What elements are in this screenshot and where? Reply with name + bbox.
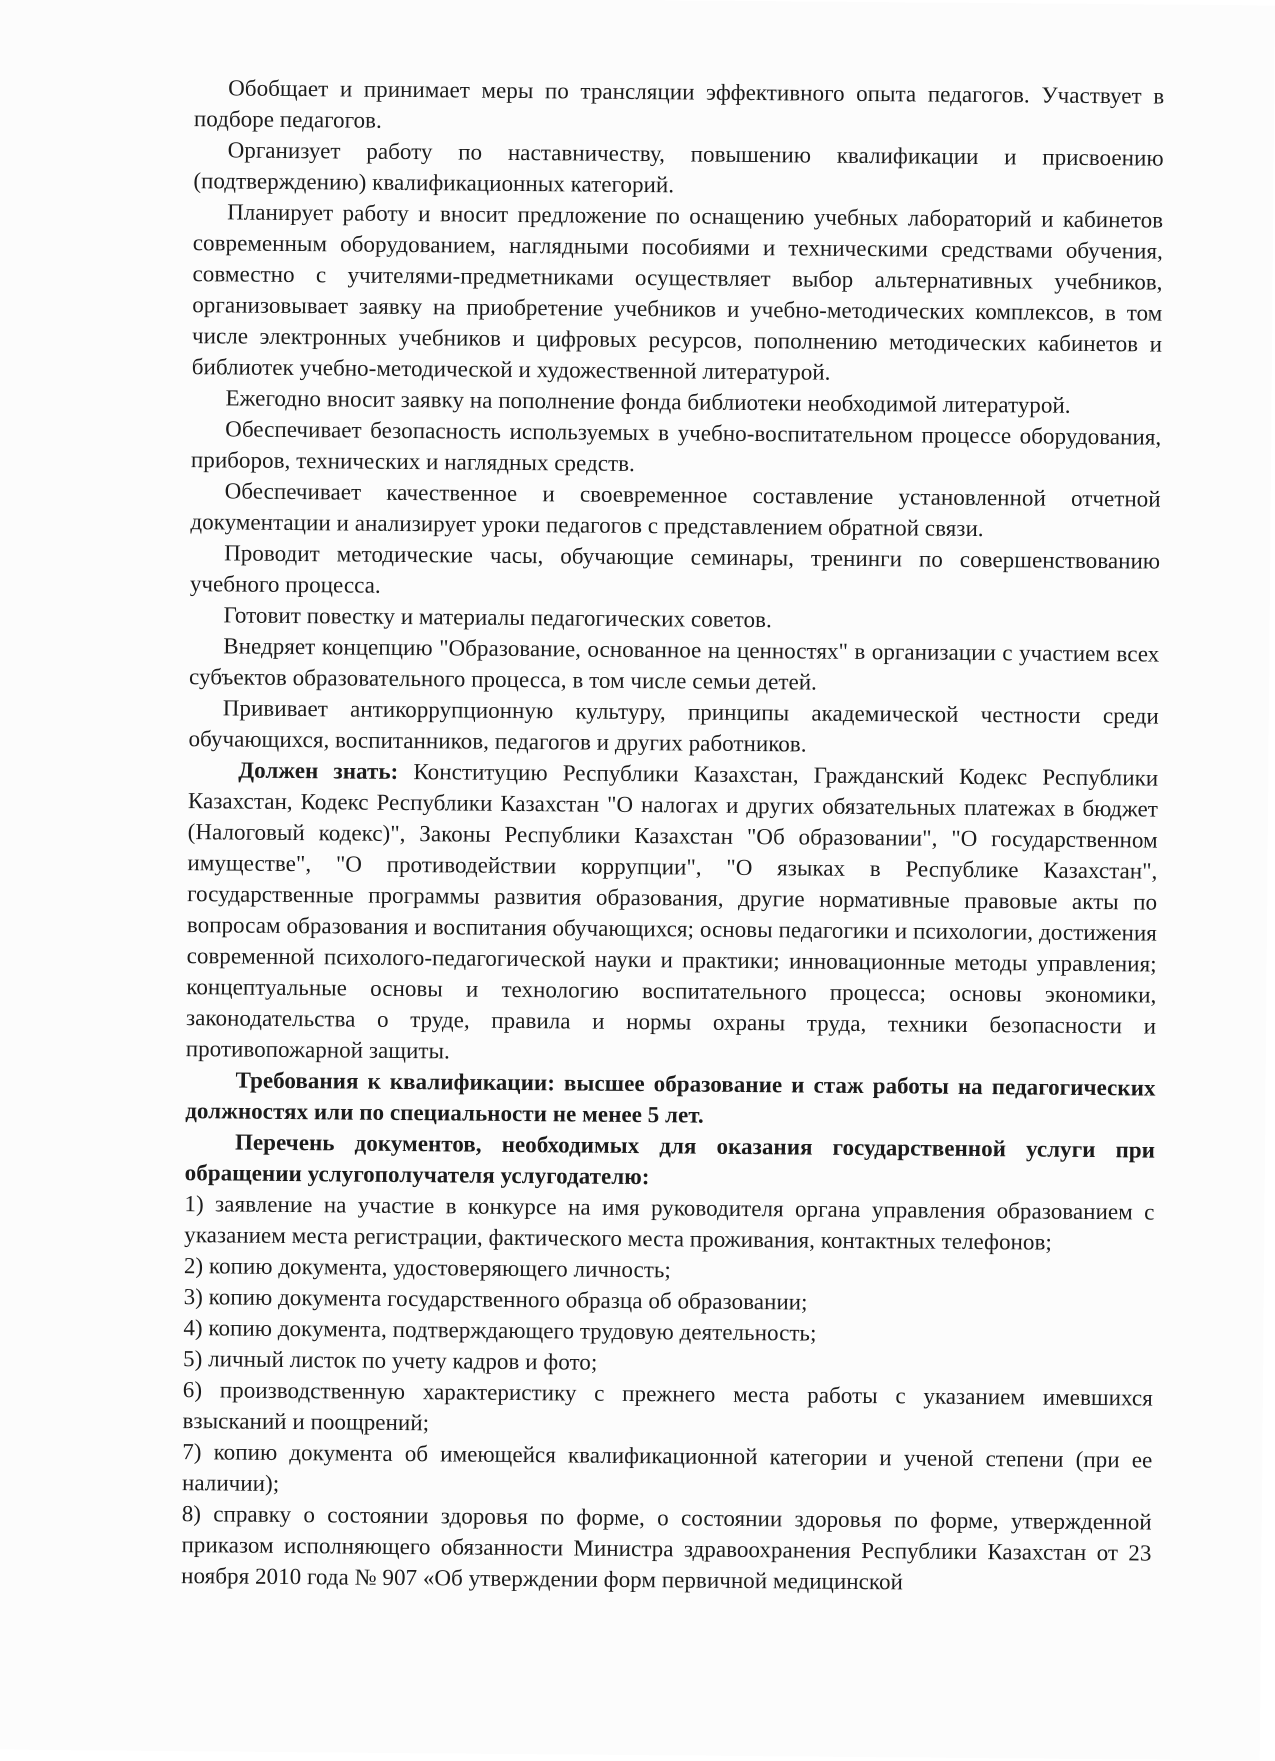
paragraph-experience: Обобщает и принимает меры по трансляции эффективного опыта педагогов. Участвует в подборе педагогов.	[193, 75, 1165, 133]
paragraph-seminars: Проводит методические часы, обучающие семинары, тренинги по совершенствованию учебного процесса.	[189, 540, 1161, 598]
knowledge-section	[186, 754, 1159, 1072]
paragraph-equipment: Планирует работу и вносит предложение по оснащению учебных лабораторий и кабинетов современным оборудованием, наглядными пособиями и техническими средствами обучения, совместно с учителями-предметниками осуществляет выбор альтернативных учебников, организовывает заявку на приобретение учебников и учебно-методических комплексов, в том числе электронных учебников и цифровых ресурсов, пополнению методических кабинетов и библиотек учебно-методической и художественной литературой.	[191, 199, 1164, 385]
paragraph-councils: Готовит повестку и материалы педагогических советов.	[223, 602, 772, 633]
document-item-3: 3) копию документа государственного образца об образовании;	[183, 1284, 808, 1315]
document-item-6: 6) производственную характеристику с прежнего места работы с указанием имевшихся взысканий и поощрений;	[182, 1377, 1153, 1436]
document-item-8: 8) справку о состоянии здоровья по форме, о состоянии здоровья по форме, утвержденной приказом исполняющего обязанности Министра здравоохранения Республики Казахстан от 23 ноября 2010 года № 907 «Об утверждении форм первичной медицинской	[181, 1501, 1152, 1595]
documents-heading: Перечень документов, необходимых для оказания государственной услуги при обращении услугополучателя услугодателю:	[184, 1129, 1156, 1190]
document-item-7: 7) копию документа об имеющейся квалификационной категории и ученой степени (при ее наличии);	[181, 1439, 1153, 1496]
paragraph-reporting: Обеспечивает качественное и своевременное составление установленной отчетной документации и анализирует уроки педагогов с представлением обратной связи.	[190, 478, 1161, 542]
paragraph-values-concept: Внедряет концепцию "Образование, основанное на ценностях" в организации с участием всех субъектов образовательного процесса, в том числе семьи детей.	[188, 633, 1160, 695]
paragraph-anticorruption: Прививает антикоррупционную культуру, принципы академической честности среди обучающихся, воспитанников, педагогов и других работников.	[188, 695, 1159, 757]
qualification-requirements: Требования к квалификации: высшее образование и стаж работы на педагогических должностях или по специальности не менее 5 лет.	[185, 1067, 1156, 1128]
document-item-1: 1) заявление на участие в конкурсе на имя руководителя органа управления образованием с указанием места регистрации, фактического места проживания, контактных телефонов;	[184, 1191, 1155, 1255]
paragraph-mentoring: Организует работу по наставничеству, повышению квалификации и присвоению (подтверждению) квалификационных категорий.	[193, 137, 1164, 198]
knowledge-label: Должен знать:	[238, 757, 399, 784]
document-item-2: 2) копию документа, удостоверяющего личность;	[183, 1253, 671, 1283]
paragraph-library: Ежегодно вносит заявку на пополнение фонда библиотеки необходимой литературой.	[225, 385, 1071, 418]
knowledge-text: Конституцию Республики Казахстан, Гражданский Кодекс Республики Казахстан, Кодекс Республики Казахстан "О налогах и других обязательных платежах в бюджет (Налоговый кодекс)", Законы Республики Казахстан "Об образовании", "О государственном имуществе", "О противодействии коррупции", "О языках в Республике Казахстан", государственные программы развития образования, другие нормативные правовые акты по вопросам образования и воспитания обучающихся; основы педагогики и психологии, достижения современной психолого-педагогической науки и практики; инновационные методы управления; концептуальные основы и технологию воспитательного процесса; основы экономики, законодательства о труде, правила и нормы охраны труда, техники безопасности и противопожарной защиты.	[185, 758, 1159, 1064]
document-body	[181, 72, 1164, 1599]
document-item-5: 5) личный листок по учету кадров и фото;	[183, 1346, 598, 1375]
paragraph-safety: Обеспечивает безопасность используемых в учебно-воспитательном процессе оборудования, приборов, технических и наглядных средств.	[190, 416, 1162, 476]
document-item-4: 4) копию документа, подтверждающего трудовую деятельность;	[183, 1315, 817, 1346]
